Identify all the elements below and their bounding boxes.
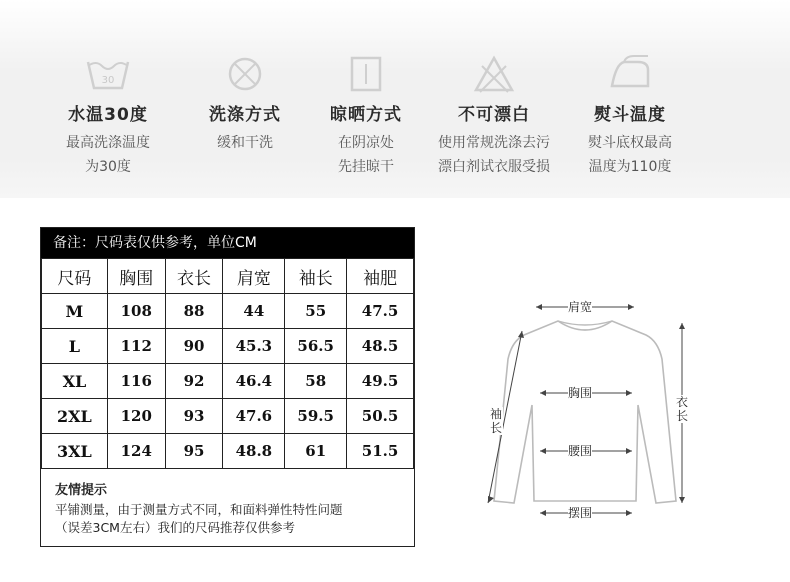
care-item-dry-method (296, 52, 436, 179)
size-tip-line: （误差3CM左右）我们的尺码推荐仅供参考 (55, 520, 295, 535)
table-cell: 50.5 (347, 399, 414, 434)
column-header: 肩宽 (223, 259, 285, 294)
table-cell: 112 (107, 329, 165, 364)
table-cell: 55 (285, 294, 347, 329)
measurement-diagram (470, 285, 700, 525)
size-chart-header-note: 备注：尺码表仅供参考，单位CM (41, 228, 414, 258)
label-chest: 胸围 (568, 386, 593, 400)
table-cell: 49.5 (347, 364, 414, 399)
table-cell: 61 (285, 434, 347, 469)
label-sleeve-char: 袖 (489, 407, 502, 421)
table-row (42, 294, 414, 329)
table-cell: 124 (107, 434, 165, 469)
size-tip-title: 友情提示 (55, 483, 108, 498)
column-header: 胸围 (107, 259, 165, 294)
care-item-water-temp (38, 52, 178, 179)
size-cell: M (42, 294, 108, 329)
column-header: 袖肥 (347, 259, 414, 294)
table-cell: 51.5 (347, 434, 414, 469)
size-tip (55, 482, 405, 537)
column-header: 尺码 (42, 259, 108, 294)
iron-icon (604, 52, 656, 96)
column-header: 衣长 (165, 259, 223, 294)
care-title: 熨斗温度 (594, 105, 666, 125)
care-title: 洗涤方式 (209, 105, 281, 125)
care-desc-line: 先挂晾干 (338, 159, 394, 175)
size-tip-line: 平铺测量，由于测量方式不同，和面料弹性特性问题 (55, 502, 343, 517)
table-cell: 47.6 (223, 399, 285, 434)
table-cell: 47.5 (347, 294, 414, 329)
size-table (41, 258, 414, 469)
table-cell: 120 (107, 399, 165, 434)
column-header: 袖长 (285, 259, 347, 294)
label-shoulder: 肩宽 (568, 300, 593, 314)
label-length (675, 395, 689, 423)
label-hem: 摆围 (568, 506, 593, 520)
table-cell: 48.8 (223, 434, 285, 469)
care-item-iron-temp (560, 52, 700, 179)
care-desc-line: 漂白剂试衣服受损 (438, 159, 550, 175)
table-cell: 56.5 (285, 329, 347, 364)
care-title: 不可漂白 (458, 105, 530, 125)
label-sleeve (489, 407, 503, 435)
size-cell: 3XL (42, 434, 108, 469)
table-header-row (42, 259, 414, 294)
table-cell: 88 (165, 294, 223, 329)
table-row (42, 364, 414, 399)
no-bleach-icon (468, 52, 520, 96)
size-chart (40, 227, 415, 547)
label-length-char: 衣 (675, 395, 688, 409)
size-cell: L (42, 329, 108, 364)
table-cell: 44 (223, 294, 285, 329)
care-desc-line: 温度为110度 (588, 159, 672, 175)
care-desc (175, 131, 315, 155)
care-desc (424, 131, 564, 179)
table-cell: 116 (107, 364, 165, 399)
svg-text:30: 30 (101, 75, 115, 86)
table-cell: 90 (165, 329, 223, 364)
care-desc (296, 131, 436, 179)
size-cell: 2XL (42, 399, 108, 434)
care-desc-line: 熨斗底权最高 (588, 135, 672, 151)
table-cell: 46.4 (223, 364, 285, 399)
table-cell: 59.5 (285, 399, 347, 434)
table-row (42, 329, 414, 364)
care-title: 水温30度 (68, 105, 148, 125)
care-desc-line: 在阴凉处 (338, 135, 394, 151)
care-desc (38, 131, 178, 179)
table-cell: 93 (165, 399, 223, 434)
wash-30-icon (82, 52, 134, 96)
care-instructions-band (0, 0, 790, 198)
shirt-outline-icon (470, 285, 700, 525)
table-row (42, 399, 414, 434)
care-desc (560, 131, 700, 179)
care-title: 晾晒方式 (330, 105, 402, 125)
size-cell: XL (42, 364, 108, 399)
table-cell: 95 (165, 434, 223, 469)
care-desc-line: 为30度 (85, 159, 131, 175)
table-cell: 108 (107, 294, 165, 329)
care-desc-line: 使用常规洗涤去污 (438, 135, 550, 151)
care-desc-line: 最高洗涤温度 (66, 135, 150, 151)
label-sleeve-char: 长 (489, 421, 502, 435)
table-cell: 92 (165, 364, 223, 399)
table-cell: 45.3 (223, 329, 285, 364)
no-tumble-dry-icon (219, 52, 271, 96)
table-row (42, 434, 414, 469)
label-waist: 腰围 (568, 444, 593, 458)
table-cell: 48.5 (347, 329, 414, 364)
care-item-no-bleach (424, 52, 564, 179)
label-length-char: 长 (675, 409, 688, 423)
care-desc-line: 缓和干洗 (217, 135, 273, 151)
care-item-wash-method (175, 52, 315, 155)
line-dry-icon (340, 52, 392, 96)
table-cell: 58 (285, 364, 347, 399)
